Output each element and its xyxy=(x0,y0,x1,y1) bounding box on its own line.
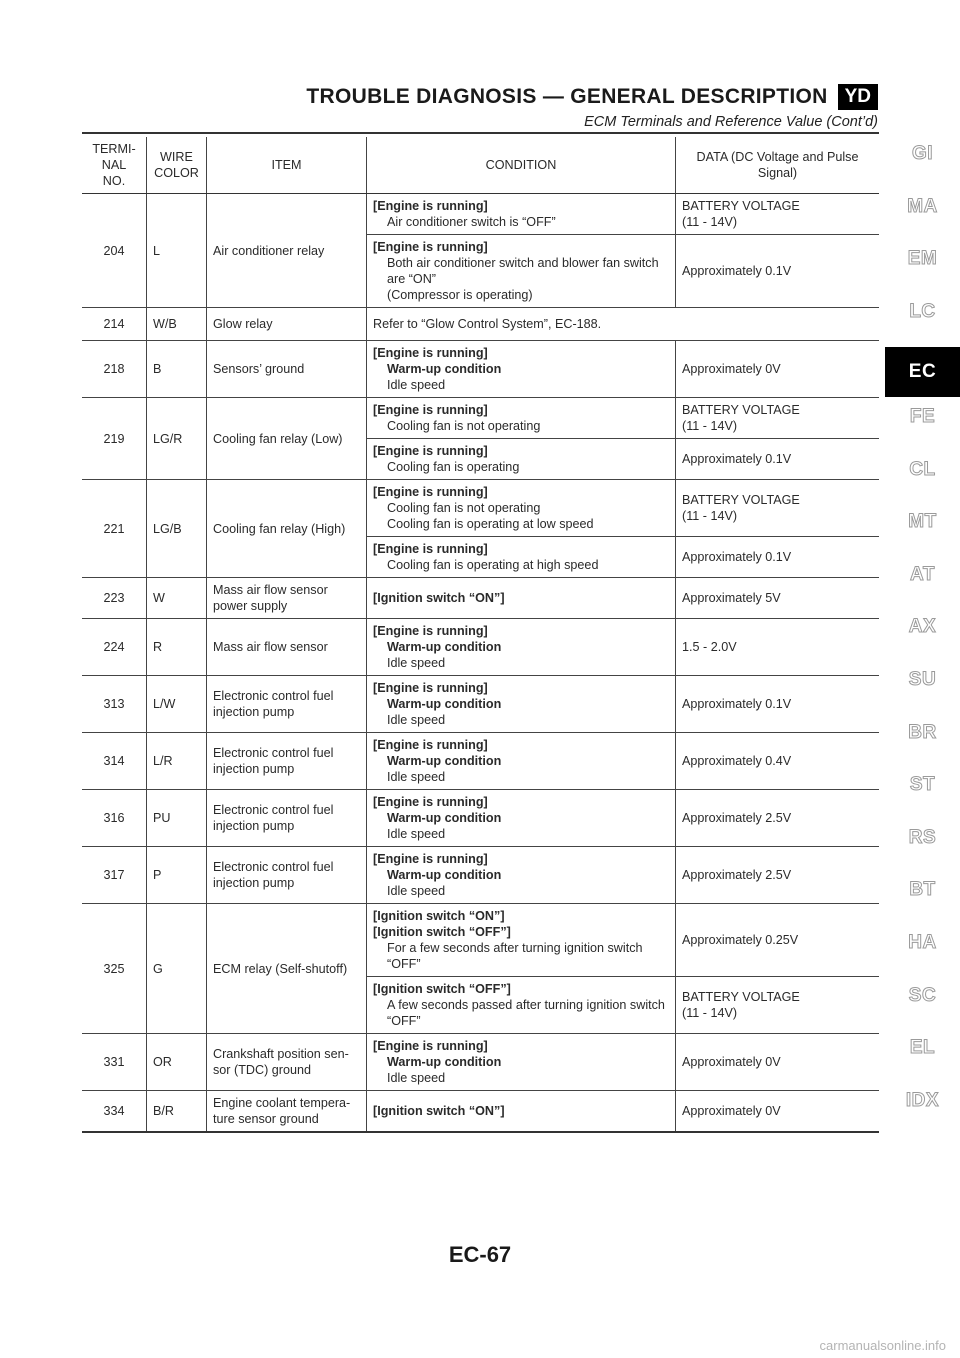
condition-cell xyxy=(367,398,676,439)
item-cell: Electronic control fuel injection pump xyxy=(207,790,367,847)
table-row xyxy=(82,676,879,733)
page-number: EC-67 xyxy=(448,1242,512,1267)
condition-cell xyxy=(367,1091,676,1133)
condition-cell xyxy=(367,439,676,480)
wire-color-cell: OR xyxy=(147,1034,207,1091)
condition-cell xyxy=(367,537,676,578)
data-value-cell: BATTERY VOLTAGE (11 - 14V) xyxy=(676,977,880,1034)
condition-line: Air conditioner switch is “OFF” xyxy=(387,215,556,229)
condition-line: Cooling fan is operating xyxy=(387,460,520,474)
wire-color-cell: P xyxy=(147,847,207,904)
section-tab-ha[interactable]: HA xyxy=(908,932,937,953)
data-value-cell: Approximately 0.25V xyxy=(676,904,880,977)
condition-heading: [Engine is running] xyxy=(373,1039,488,1053)
wire-color-cell: W xyxy=(147,578,207,619)
data-value-cell: Approximately 0.1V xyxy=(676,676,880,733)
condition-heading: [Ignition switch “ON”] [Ignition switch “OFF”] xyxy=(373,909,511,939)
section-tab-el[interactable]: EL xyxy=(909,1037,936,1059)
data-value-cell: Approximately 0V xyxy=(676,341,880,398)
section-tab-st[interactable]: ST xyxy=(909,774,936,796)
condition-line: Warm-up condition xyxy=(387,754,502,768)
wire-color-cell: B/R xyxy=(147,1091,207,1133)
table-row xyxy=(82,194,879,235)
condition-line: Idle speed xyxy=(387,884,446,898)
section-tab-em[interactable]: EM xyxy=(907,248,938,270)
data-value-cell: Approximately 2.5V xyxy=(676,847,880,904)
header-item: ITEM xyxy=(207,137,367,194)
condition-heading: [Engine is running] xyxy=(373,199,488,213)
condition-cell xyxy=(367,790,676,847)
table-row xyxy=(82,1034,879,1091)
condition-line: Idle speed xyxy=(387,770,446,784)
wire-color-cell: L/R xyxy=(147,733,207,790)
item-cell: Glow relay xyxy=(207,308,367,341)
table-row xyxy=(82,480,879,537)
condition-heading: [Engine is running] xyxy=(373,681,488,695)
wire-color-cell: LG/R xyxy=(147,398,207,480)
condition-line: Warm-up condition xyxy=(387,811,502,825)
condition-cell xyxy=(367,235,676,308)
item-cell: Crankshaft position sen- sor (TDC) ground xyxy=(207,1034,367,1091)
condition-cell xyxy=(367,977,676,1034)
condition-cell xyxy=(367,676,676,733)
item-cell: Electronic control fuel injection pump xyxy=(207,676,367,733)
section-tab-at[interactable]: AT xyxy=(910,563,935,585)
data-value-cell: Approximately 0.1V xyxy=(676,439,880,480)
condition-heading: [Engine is running] xyxy=(373,738,488,752)
table-row xyxy=(82,619,879,676)
item-cell: ECM relay (Self-shutoff) xyxy=(207,904,367,1034)
data-value-cell: BATTERY VOLTAGE (11 - 14V) xyxy=(676,398,880,439)
terminal-cell: 204 xyxy=(82,194,147,308)
section-tab-mt[interactable]: MT xyxy=(908,511,937,533)
item-cell: Electronic control fuel injection pump xyxy=(207,847,367,904)
item-cell: Mass air flow sensor xyxy=(207,619,367,676)
condition-heading: [Engine is running] xyxy=(373,624,488,638)
condition-heading: [Engine is running] xyxy=(373,403,488,417)
wire-color-cell: L/W xyxy=(147,676,207,733)
table-row xyxy=(82,341,879,398)
condition-heading: [Engine is running] xyxy=(373,444,488,458)
table-row xyxy=(82,1091,879,1133)
condition-cell xyxy=(367,847,676,904)
condition-line: A few seconds passed after turning ignition switch “OFF” xyxy=(387,998,665,1028)
wire-color-cell: B xyxy=(147,341,207,398)
condition-line: Warm-up condition xyxy=(387,697,502,711)
condition-heading: [Engine is running] xyxy=(373,240,488,254)
condition-heading: [Ignition switch “ON”] xyxy=(373,591,505,605)
wire-color-cell: W/B xyxy=(147,308,207,341)
item-cell: Air conditioner relay xyxy=(207,194,367,308)
condition-line: Warm-up condition xyxy=(387,1055,502,1069)
item-cell: Cooling fan relay (High) xyxy=(207,480,367,578)
condition-cell xyxy=(367,733,676,790)
section-tab-ma[interactable]: MA xyxy=(907,195,938,217)
wire-color-cell: L xyxy=(147,194,207,308)
table-row xyxy=(82,847,879,904)
condition-line: Idle speed xyxy=(387,656,446,670)
condition-cell xyxy=(367,904,676,977)
data-value-cell: Approximately 0.1V xyxy=(676,235,880,308)
condition-heading: [Engine is running] xyxy=(373,542,488,556)
condition-cell xyxy=(367,194,676,235)
condition-line: Idle speed xyxy=(387,713,446,727)
section-tab-su[interactable]: SU xyxy=(908,669,937,690)
table-row xyxy=(82,904,879,977)
section-tab-sc[interactable]: SC xyxy=(908,984,937,1006)
header-condition: CONDITION xyxy=(367,137,676,194)
condition-cell xyxy=(367,480,676,537)
item-cell: Cooling fan relay (Low) xyxy=(207,398,367,480)
terminal-cell: 214 xyxy=(82,308,147,341)
section-tab-cl[interactable]: CL xyxy=(909,458,936,480)
item-cell: Sensors’ ground xyxy=(207,341,367,398)
wire-color-cell: R xyxy=(147,619,207,676)
section-tab-idx[interactable]: IDX xyxy=(905,1089,940,1111)
table-row xyxy=(82,398,879,439)
data-value-cell: Approximately 0.1V xyxy=(676,537,880,578)
section-tab-lc[interactable]: LC xyxy=(909,300,936,322)
terminal-cell: 325 xyxy=(82,904,147,1034)
title-row xyxy=(306,84,878,110)
terminal-cell: 221 xyxy=(82,480,147,578)
reference-cell: Refer to “Glow Control System”, EC-188. xyxy=(367,308,880,341)
header-terminal: TERMI- NAL NO. xyxy=(82,137,147,194)
terminal-cell: 223 xyxy=(82,578,147,619)
table-row xyxy=(82,308,879,341)
condition-line: Warm-up condition xyxy=(387,640,502,654)
terminal-cell: 316 xyxy=(82,790,147,847)
item-cell: Mass air flow sensor power supply xyxy=(207,578,367,619)
condition-heading: [Ignition switch “ON”] xyxy=(373,1104,505,1118)
condition-cell xyxy=(367,1034,676,1091)
data-value-cell: Approximately 0V xyxy=(676,1034,880,1091)
engine-badge: YD xyxy=(838,84,878,110)
condition-cell xyxy=(367,619,676,676)
watermark: carmanualsonline.info xyxy=(819,1338,946,1353)
condition-line: Warm-up condition xyxy=(387,868,502,882)
data-value-cell: Approximately 0V xyxy=(676,1091,880,1133)
terminal-cell: 334 xyxy=(82,1091,147,1133)
data-value-cell: Approximately 5V xyxy=(676,578,880,619)
condition-line: Warm-up condition xyxy=(387,362,502,376)
data-value-cell: Approximately 0.4V xyxy=(676,733,880,790)
wire-color-cell: PU xyxy=(147,790,207,847)
data-value-cell: BATTERY VOLTAGE (11 - 14V) xyxy=(676,194,880,235)
condition-line: Cooling fan is operating at high speed xyxy=(387,558,599,572)
data-value-cell: 1.5 - 2.0V xyxy=(676,619,880,676)
header-wire: WIRE COLOR xyxy=(147,137,207,194)
page-subtitle: ECM Terminals and Reference Value (Cont’d) xyxy=(584,114,878,130)
header-rule xyxy=(82,132,879,134)
condition-cell xyxy=(367,578,676,619)
data-value-cell: BATTERY VOLTAGE (11 - 14V) xyxy=(676,480,880,537)
item-cell: Engine coolant tempera- ture sensor ground xyxy=(207,1091,367,1133)
terminal-cell: 218 xyxy=(82,341,147,398)
section-tab-bt[interactable]: BT xyxy=(909,879,936,901)
condition-line: Cooling fan is not operating xyxy=(387,501,541,515)
wire-color-cell: G xyxy=(147,904,207,1034)
condition-heading: [Engine is running] xyxy=(373,795,488,809)
terminal-cell: 219 xyxy=(82,398,147,480)
terminal-cell: 314 xyxy=(82,733,147,790)
condition-cell xyxy=(367,341,676,398)
data-value-cell: Approximately 2.5V xyxy=(676,790,880,847)
condition-line: Idle speed xyxy=(387,1071,446,1085)
item-cell: Electronic control fuel injection pump xyxy=(207,733,367,790)
table-row xyxy=(82,578,879,619)
terminal-cell: 224 xyxy=(82,619,147,676)
condition-line: Cooling fan is operating at low speed xyxy=(387,517,594,531)
section-tab-gi[interactable]: GI xyxy=(911,143,934,164)
condition-heading: [Engine is running] xyxy=(373,346,488,360)
condition-heading: [Ignition switch “OFF”] xyxy=(373,982,511,996)
page-title: TROUBLE DIAGNOSIS — GENERAL DESCRIPTION xyxy=(306,85,828,108)
terminal-cell: 331 xyxy=(82,1034,147,1091)
condition-line: Both air conditioner switch and blower fan switch are “ON” xyxy=(387,256,659,286)
condition-line: Cooling fan is not operating xyxy=(387,419,541,433)
condition-line: Idle speed xyxy=(387,827,446,841)
header-data: DATA (DC Voltage and Pulse Signal) xyxy=(676,137,880,194)
section-tab-fe[interactable]: FE xyxy=(909,406,936,427)
table-row xyxy=(82,790,879,847)
condition-heading: [Engine is running] xyxy=(373,485,488,499)
condition-heading: [Engine is running] xyxy=(373,852,488,866)
condition-line: (Compressor is operating) xyxy=(387,288,533,302)
terminal-cell: 317 xyxy=(82,847,147,904)
table-row xyxy=(82,733,879,790)
section-tab-ax[interactable]: AX xyxy=(908,616,937,638)
section-tab-rs[interactable]: RS xyxy=(908,826,937,848)
section-tab-br[interactable]: BR xyxy=(908,721,937,743)
condition-line: For a few seconds after turning ignition switch “OFF” xyxy=(387,941,643,971)
ecm-terminal-table xyxy=(82,137,879,1133)
terminal-cell: 313 xyxy=(82,676,147,733)
condition-line: Idle speed xyxy=(387,378,446,392)
table-body xyxy=(82,194,879,1133)
section-tab-ec[interactable]: EC xyxy=(885,347,960,397)
wire-color-cell: LG/B xyxy=(147,480,207,578)
table-header-row xyxy=(82,137,879,194)
